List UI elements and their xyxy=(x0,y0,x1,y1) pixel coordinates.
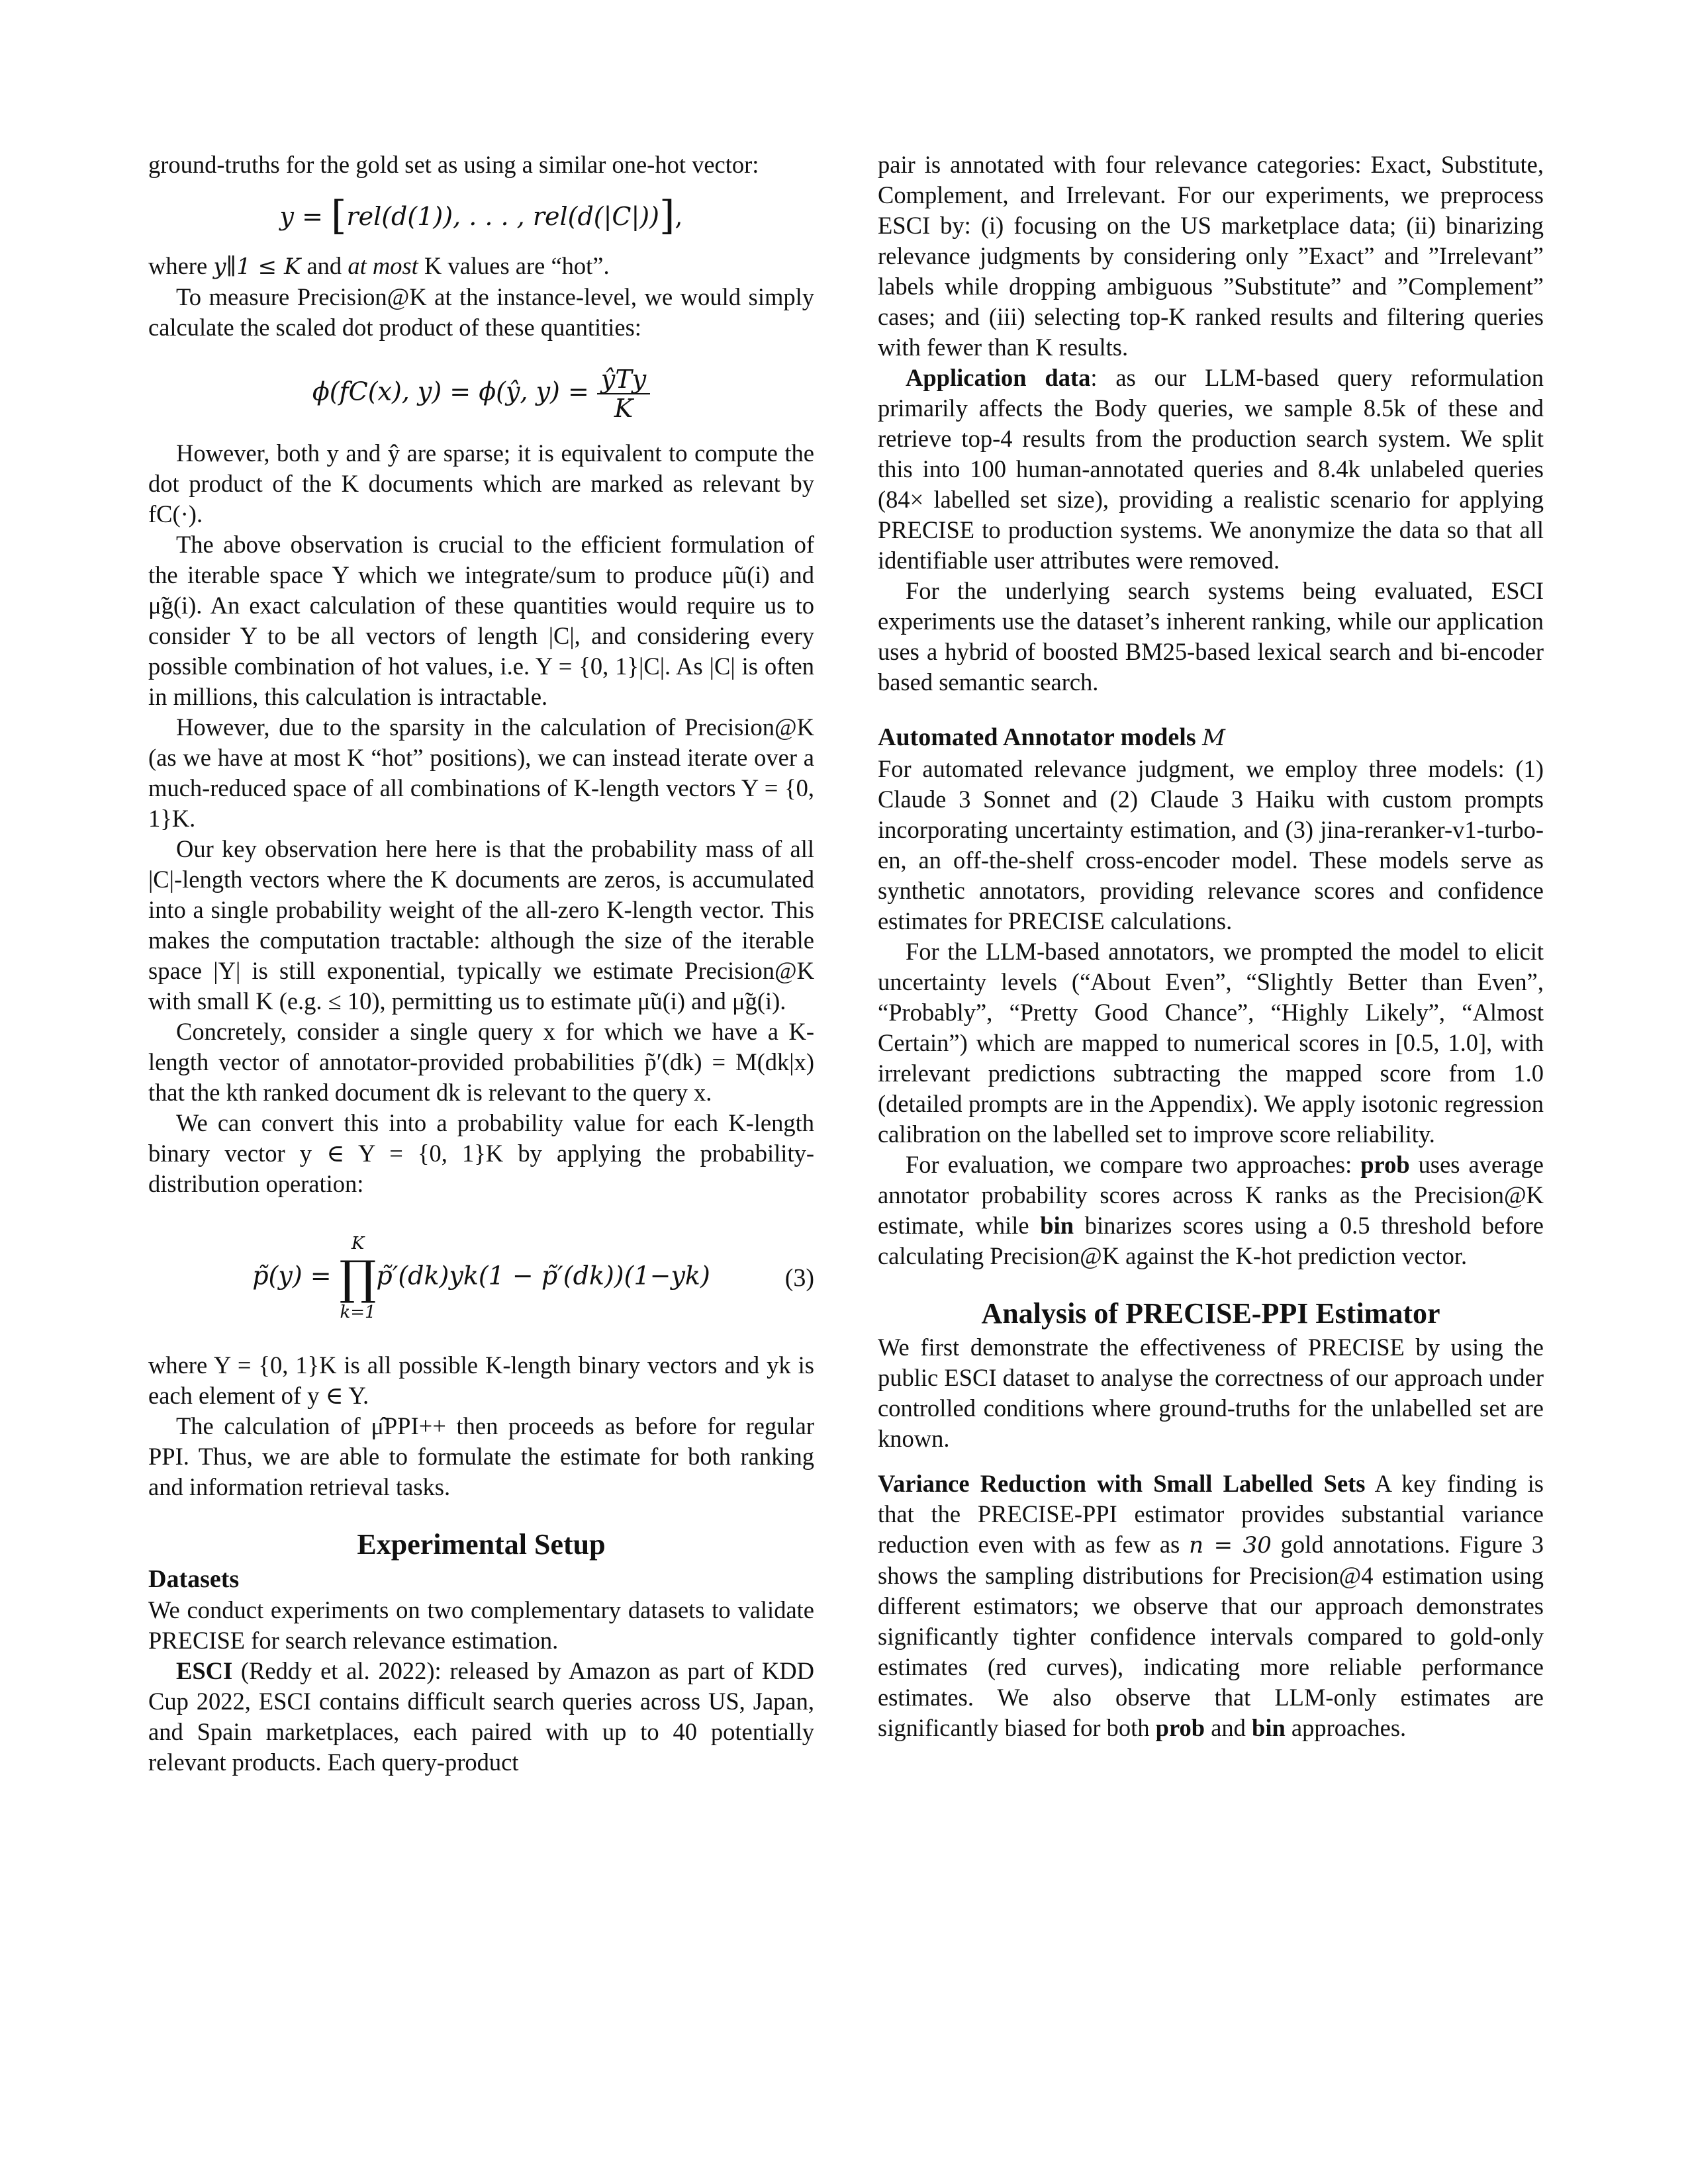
paragraph: Concretely, consider a single query x for which we have a K-length vector of annotator-provided probabilities p̃′(dk) = M(dk|x) that the kth ranked document dk is relevant to the query x. xyxy=(148,1018,814,1106)
paragraph: However, both y and ŷ are sparse; it is equivalent to compute the dot product of the K documents which are marked as relevant by fC(·). xyxy=(148,439,814,527)
subsection-heading-annotator-models: Automated Annotator models M xyxy=(878,723,1225,751)
fraction: $\frac{\text{ŷTy}}{K}$ xyxy=(597,365,650,422)
paragraph: For evaluation, we compare two approaches: prob uses average annotator probability scores across K ranks as the Precision@K estimate, while bin binarizes scores using a 0.5 threshold before calculating Precision@K against the K-hot prediction vector. xyxy=(878,1151,1544,1269)
right-column xyxy=(878,150,1544,1743)
paragraph: ground-truths for the gold set as using a similar one-hot vector: xyxy=(148,151,759,178)
paragraph: We can convert this into a probability value for each K-length binary vector y ∈ Y = {0, 1}K by applying the probability-distribution operation: xyxy=(148,1109,814,1197)
equation-rhs: p̃′(dk)yk(1 − p̃′(dk))(1−yk) xyxy=(376,1261,710,1291)
subsection-heading-datasets: Datasets xyxy=(148,1565,240,1593)
left-column xyxy=(148,150,814,1778)
paragraph: Our key observation here here is that the probability mass of all |C|-length vectors where the K documents are zeros, is accumulated into a single probability weight of the all-zero K-length vector. This makes the computation tractable: although the size of the iterable space |Y| is still exponential, typically we estimate Precision@K with small K (e.g. ≤ 10), permitting us to estimate μ̃u(i) and μ̃g(i). xyxy=(148,835,814,1015)
paragraph: For the underlying search systems being evaluated, ESCI experiments use the dataset’s inherent ranking, while our application uses a hybrid of boosted BM25-based lexical search and bi-encoder based semantic search. xyxy=(878,577,1544,696)
paragraph: where y∥1 ≤ K and at most K values are “hot”. xyxy=(148,252,610,280)
equation-body: rel(d(1)), . . . , rel(d(|C|)) xyxy=(346,202,659,231)
paragraph: For automated relevance judgment, we employ three models: (1) Claude 3 Sonnet and (2) Claude 3 Haiku with custom prompts incorporating uncertainty estimation, and (3) jina-reranker-v1-turbo-en, an off-the-shelf cross-encoder model. These models serve as synthetic annotators, providing relevance scores and confidence estimates for PRECISE calculations. xyxy=(878,755,1544,934)
section-heading-experimental-setup: Experimental Setup xyxy=(357,1528,606,1561)
equation-lhs: y = xyxy=(279,202,331,231)
paragraph: For the LLM-based annotators, we prompted the model to elicit uncertainty levels (“About Even”, “Slightly Better than Even”, “Probably”, “Pretty Good Chance”, “Highly Likely”, “Almost Certain”) which are mapped to numerical scores in [0.5, 1.0], with irrelevant predictions subtracting the mapped score from 1.0 (detailed prompts are in the Appendix). We apply isotonic regression calibration on the labelled set to improve score reliability. xyxy=(878,938,1544,1148)
paragraph: We conduct experiments on two complementary datasets to validate PRECISE for search relevance estimation. xyxy=(148,1596,814,1654)
equation-one-hot-vector: y = [rel(d(1)), . . . , rel(d(|C|))], xyxy=(279,193,683,239)
paragraph: To measure Precision@K at the instance-level, we would simply calculate the scaled dot product of these quantities: xyxy=(148,283,814,341)
run-in-heading: Variance Reduction with Small Labelled Sets xyxy=(878,1470,1366,1497)
paragraph: Application data: as our LLM-based query reformulation primarily affects the Body queries, we sample 8.5k of these and retrieve top-4 results from the production search system. We split this into 100 human-annotated queries and 8.4k unlabeled queries (84× labelled set size), providing a realistic scenario for applying PRECISE to production systems. We anonymize the data so that all identifiable user attributes were removed. xyxy=(878,364,1544,574)
section-heading-analysis: Analysis of PRECISE-PPI Estimator xyxy=(981,1297,1440,1330)
paragraph: The above observation is crucial to the efficient formulation of the iterable space Y which we integrate/sum to produce μ̃u(i) and μ̃g(i). An exact calculation of these quantities would require us to consider Y to be all vectors of length |C|, and considering every possible combination of hot values, i.e. Y = {0, 1}|C|. As |C| is often in millions, this calculation is intractable. xyxy=(148,531,814,710)
paragraph: ESCI (Reddy et al. 2022): released by Amazon as part of KDD Cup 2022, ESCI contains difficult search queries across US, Japan, and Spain marketplaces, each paired with up to 40 potentially relevant products. Each query-product xyxy=(148,1657,814,1776)
equation-scaled-dot-product xyxy=(148,365,814,422)
paragraph: where Y = {0, 1}K is all possible K-length binary vectors and yk is each element of y ∈ Y. xyxy=(148,1351,814,1409)
paragraph: The calculation of μ̂PPI++ then proceeds as before for regular PPI. Thus, we are able to formulate the estimate for both ranking and information retrieval tasks. xyxy=(148,1412,814,1500)
equation-lhs: p̃(y) = xyxy=(252,1261,340,1291)
paragraph: pair is annotated with four relevance categories: Exact, Substitute, Complement, and Irrelevant. For our experiments, we preprocess ESCI by: (i) focusing on the US marketplace data; (ii) binarizing relevance judgments by considering only ”Exact” and ”Irrelevant” labels while dropping ambiguous ”Substitute” and ”Complement” cases; and (iii) selecting top-K ranked results and filtering queries with fewer than K results. xyxy=(878,151,1544,361)
equation-lhs: ϕ(fC(x), y) = ϕ(ŷ, y) = xyxy=(312,377,597,406)
paragraph: We first demonstrate the effectiveness of PRECISE by using the public ESCI dataset to analyse the correctness of our approach under controlled conditions where ground-truths for the unlabelled set are known. xyxy=(878,1334,1544,1452)
paragraph: Variance Reduction with Small Labelled Sets A key finding is that the PRECISE-PPI estimator provides substantial variance reduction even with as few as n = 30 gold annotations. Figure 3 shows the sampling distributions for Precision@4 estimation using different estimators; we observe that our approach demonstrates significantly tighter confidence intervals compared to gold-only estimates (red curves), indicating more reliable performance estimates. We also observe that LLM-only estimates are significantly biased for both prob and bin approaches. xyxy=(878,1470,1544,1741)
equation-number: (3) xyxy=(784,1264,814,1292)
product-operator: K ∏ k=1 xyxy=(339,1234,377,1322)
equation-3-probability-distribution xyxy=(148,1232,814,1324)
paragraph: However, due to the sparsity in the calculation of Precision@K (as we have at most K “hot” positions), we can instead iterate over a much-reduced space of all combinations of K-length vectors Y = {0, 1}K. xyxy=(148,713,814,832)
